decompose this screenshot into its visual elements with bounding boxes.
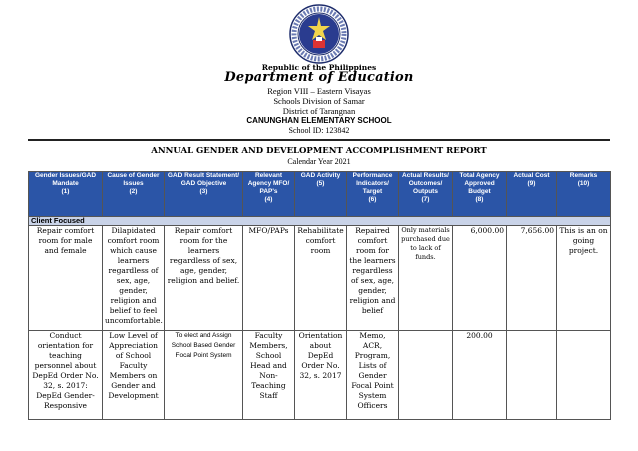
report-title: ANNUAL GENDER AND DEVELOPMENT ACCOMPLISHMENT REPORT [151,146,487,156]
cell-gender-issue: Repair comfort room for male and female [29,226,103,331]
col-header-budget: Total Agency Approved Budget (8) [453,172,507,217]
cell-remarks [557,331,611,420]
col-header-actual-results: Actual Results/ Outcomes/ Outputs (7) [399,172,453,217]
region-label: Region VIII – Eastern Visayas [267,86,371,96]
cell-indicators: Memo, ACR, Program, Lists of Gender Focal Point System Officers [347,331,399,420]
cell-mfo: MFO/PAPs [243,226,295,331]
cell-activity: Orientation about DepEd Order No. 32, s. 2017 [295,331,347,420]
col-header-remarks: Remarks (10) [557,172,611,217]
cell-actual-results [399,331,453,420]
cell-gender-issue: Conduct orientation for teaching personnel about DepEd Order No. 32, s. 2017: DepEd Gender-Responsive [29,331,103,420]
category-label: Client Focused [29,217,611,226]
cell-result-statement: Repair comfort room for the learners regardless of sex, age, gender, religion and belief. [165,226,243,331]
col-header-actual-cost: Actual Cost (9) [507,172,557,217]
table-row [29,331,611,420]
col-header-result-statement: GAD Result Statement/ GAD Objective (3) [165,172,243,217]
header-divider [28,139,610,141]
cell-cause: Dilapidated comfort room which cause learners regardless of sex, age, gender, religion and belief to feel uncomfortable. [103,226,165,331]
cell-budget: 200.00 [453,331,507,420]
cell-actual-cost: 7,656.00 [507,226,557,331]
col-header-cause: Cause of Gender Issues (2) [103,172,165,217]
district-label: District of Tarangnan [282,106,356,116]
category-row [29,217,611,226]
deped-seal-icon [289,4,349,64]
col-header-gender-issues: Gender Issues/GAD Mandate (1) [29,172,103,217]
cell-cause: Low Level of Appreciation of School Faculty Members on Gender and Development [103,331,165,420]
col-header-indicators: Performance Indicators/ Target (6) [347,172,399,217]
cell-actual-results: Only materials purchased due to lack of funds. [399,226,453,331]
report-subtitle: Calendar Year 2021 [287,157,351,166]
department-name: Department of Education [224,70,414,85]
table-header-row [29,172,611,217]
cell-remarks: This is an on going project. [557,226,611,331]
col-header-mfo: Relevant Agency MFO/ PAP's (4) [243,172,295,217]
cell-actual-cost [507,331,557,420]
cell-activity: Rehabilitate comfort room [295,226,347,331]
gad-report-table [28,171,611,420]
division-label: Schools Division of Samar [273,96,365,106]
cell-result-statement: To elect and Assign School Based Gender Focal Point System [165,331,243,420]
table-row [29,226,611,331]
school-name: CANUNGHAN ELEMENTARY SCHOOL [246,116,392,125]
cell-indicators: Repaired comfort room for the learners regardless of sex, age, gender, religion and belief [347,226,399,331]
col-header-activity: GAD Activity (5) [295,172,347,217]
school-id: School ID: 123842 [288,126,350,135]
republic-label: Republic of the Philippines [261,63,377,72]
cell-mfo: Faculty Members, School Head and Non-Teaching Staff [243,331,295,420]
cell-budget: 6,000.00 [453,226,507,331]
